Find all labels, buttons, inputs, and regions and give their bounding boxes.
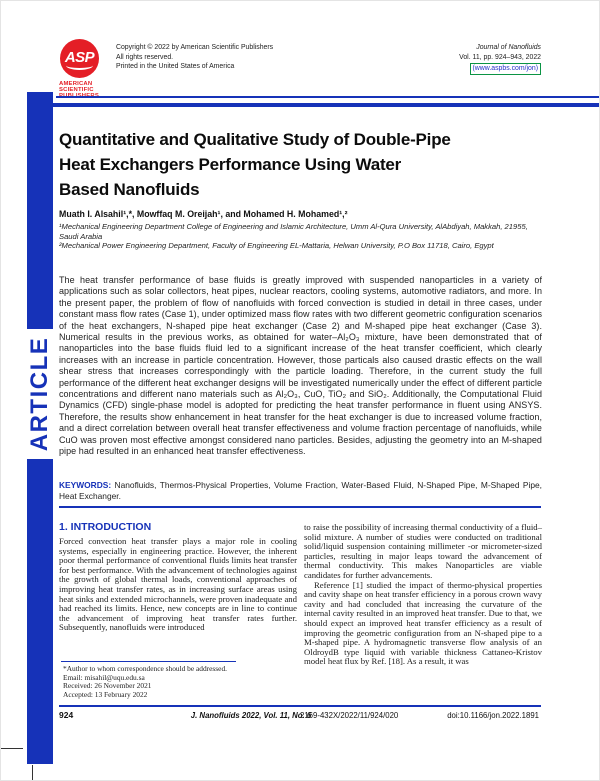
header-rule-thick <box>51 103 599 108</box>
page-title <box>59 127 545 202</box>
footnote-block <box>63 665 293 700</box>
crop-mark-horizontal <box>1 748 23 749</box>
copyright-line: Printed in the United States of America <box>116 63 235 71</box>
footer-doi: doi:10.1166/jon.2022.1891 <box>447 710 539 720</box>
crop-mark-vertical <box>32 765 33 781</box>
copyright-line: All rights reserved. <box>116 53 174 61</box>
publisher-name-line: SCIENTIFIC <box>59 87 94 94</box>
authors-line: Muath I. Alsahil¹,*, Mowffaq M. Oreijah¹, and Mohamed H. Mohamed¹,² <box>59 209 348 219</box>
copyright-line: Copyright © 2022 by American Scientific Publishers <box>116 44 274 51</box>
sidebar-bar-top <box>27 92 53 329</box>
header-rule-thin <box>56 96 599 98</box>
affiliation-2: ²Mechanical Power Engineering Department, Faculty of Engineering EL-Mattaria, Helwan University, P.O Box 11718, Cairo, Egypt <box>59 241 494 251</box>
affiliation-1: ¹Mechanical Engineering Department College of Engineering and Islamic Architecture, Umm Al-Qura University, AlAbdiyah, Makkah, 21955, Saudi Arabia <box>59 222 528 241</box>
abstract-text: The heat transfer performance of base fluids is greatly improved with suspended nanoparticles in a variety of applications such as solar collectors, heat pipes, nuclear reactors, cooling systems, automotive radiators, and more. In the present paper, the problem of flow of nanofluids with forced convection is studied in detail in three cases, under constant mass flow rates (Case 1), under optimized mass flow rates with two different geometric configuration scenarios of the heat exchangers, N-shaped pipe heat exchanger (Case 2) and M-shaped pipe heat exchanger (Case 3). Numerical results in the previous works, as obtained for water–Al₂O₃ mixture, have been demonstrated that of nanoparticles into the base fluids fluid led to a significant increase of the heat transfer coefficient, which clearly increases with an increase in particle concentration. However, those particals also caused drastic effects on the wall shear stress that increases correspondingly with the particle loading. Therefore, in the current study the full performance of the different heat exchanger designs will be investigated numerically under the effect of different particle concentrations and different nano materials such as Al₂O₃, CuO, TiO₂ and SiO₂. Additionally, the Computational Fluid Dynamics (CFD) single-phase model is adopted for predicting the heat transfer performance in fluent using ANSYS. Therefore, the results show enhancement in heat transfer for the heat exchanger is due to increased volume fraction, and a direct correlation between overall heat transfer effectiveness and volume fraction percentage of nanofluids, while CuO was proven most effective amongst considered nano particles. Besides, adjusting the geometry into an M-shaped pipe had resulted in an enhanced heat transfer effectiveness. <box>59 275 542 457</box>
footer-issn-code: 2169-432X/2022/11/924/020 <box>300 710 399 720</box>
journal-website-link[interactable]: (www.aspbs.com/jon) <box>470 63 541 75</box>
footnote-rule <box>61 661 236 662</box>
footnote-received-line: Received: 26 November 2021 <box>63 681 152 691</box>
intro-paragraph: Reference [1] studied the impact of thermo-physical properties and cavity shape on heat transfer efficiency in a porous crown wavy cavity and had concluded that increasing the curvature of the internal cavity resulted in an improved heat transfer. Due to that, we should expect an improved heat transfer efficiency as a result of improving the geometric configuration from an N-shaped pipe to a M-shaped pipe. A hydromagnetic transverse flow analysis of an OldroydB type liquid with variable thickness Cattaneo-Kristov model heat flux by Ref. [18]. As a result, it was <box>304 579 542 667</box>
asp-logo-acronym: ASP <box>64 49 95 66</box>
intro-column-right <box>304 523 542 667</box>
footer-page-number: 924 <box>59 710 74 720</box>
keywords-text: Nanofluids, Thermos-Physical Properties, Volume Fraction, Water-Based Fluid, N-Shaped Pipe, M-Shaped Pipe, Heat Exchanger. <box>59 480 542 501</box>
footer-rule <box>59 705 541 707</box>
footnote-email-line: Email: misahil@uqu.edu.sa <box>63 672 145 682</box>
asp-logo <box>60 39 99 78</box>
page-title-line: Quantitative and Qualitative Study of Double-Pipe <box>59 130 451 149</box>
copyright-block <box>116 43 273 72</box>
journal-name: Journal of Nanofluids <box>476 44 541 51</box>
page-title-line: Heat Exchangers Performance Using Water <box>59 155 402 174</box>
intro-column-left: Forced convection heat transfer plays a major role in cooling systems, especially in engineering practice. However, the inherent poor thermal performance of conventional fluids limits heat transfer for best performance. With the advancement of technologies against the growth of global thermal loads, conventional approaches of improving heat transfer rates, as in increasing surface areas using heat sinks and extended microchannels, were proven inadequate and had reached its limits. Hence, new concepts are in line to continue the advancement of improving heat transfer rates further. Subsequently, nanofluids were introduced <box>59 536 297 633</box>
affiliations-block <box>59 222 541 251</box>
article-type-vertical-label: ARTICLE <box>26 336 53 452</box>
journal-volume-line: Vol. 11, pp. 924–943, 2022 <box>459 53 541 61</box>
keywords-block <box>59 480 542 502</box>
footnote-accepted-line: Accepted: 13 February 2022 <box>63 690 148 700</box>
asp-logo-swoosh-icon <box>66 61 93 70</box>
sidebar-bar-bottom <box>27 459 53 764</box>
keywords-label: KEYWORDS: <box>59 480 112 490</box>
page-title-line: Based Nanofluids <box>59 180 200 199</box>
publisher-name-line: AMERICAN <box>59 81 93 87</box>
footer-journal-ref: J. Nanofluids 2022, Vol. 11, No. 6 <box>190 710 312 720</box>
section-heading-introduction: 1. INTRODUCTION <box>59 521 152 533</box>
intro-paragraph: to raise the possibility of increasing thermal conductivity of a fluid–solid mixture. A number of studies were conducted on traditional solid/liquid suspension containing millimeter -or micrometer-sized particles, resulting in major leaps toward the advancement of thermal conductivity. This makes Nanoparticles are viable candidates for further advancements. <box>304 522 542 580</box>
journal-info-block <box>341 43 541 75</box>
footnote-correspondence-line: *Author to whom correspondence should be addressed. <box>63 664 227 673</box>
keywords-divider-rule <box>59 506 541 508</box>
